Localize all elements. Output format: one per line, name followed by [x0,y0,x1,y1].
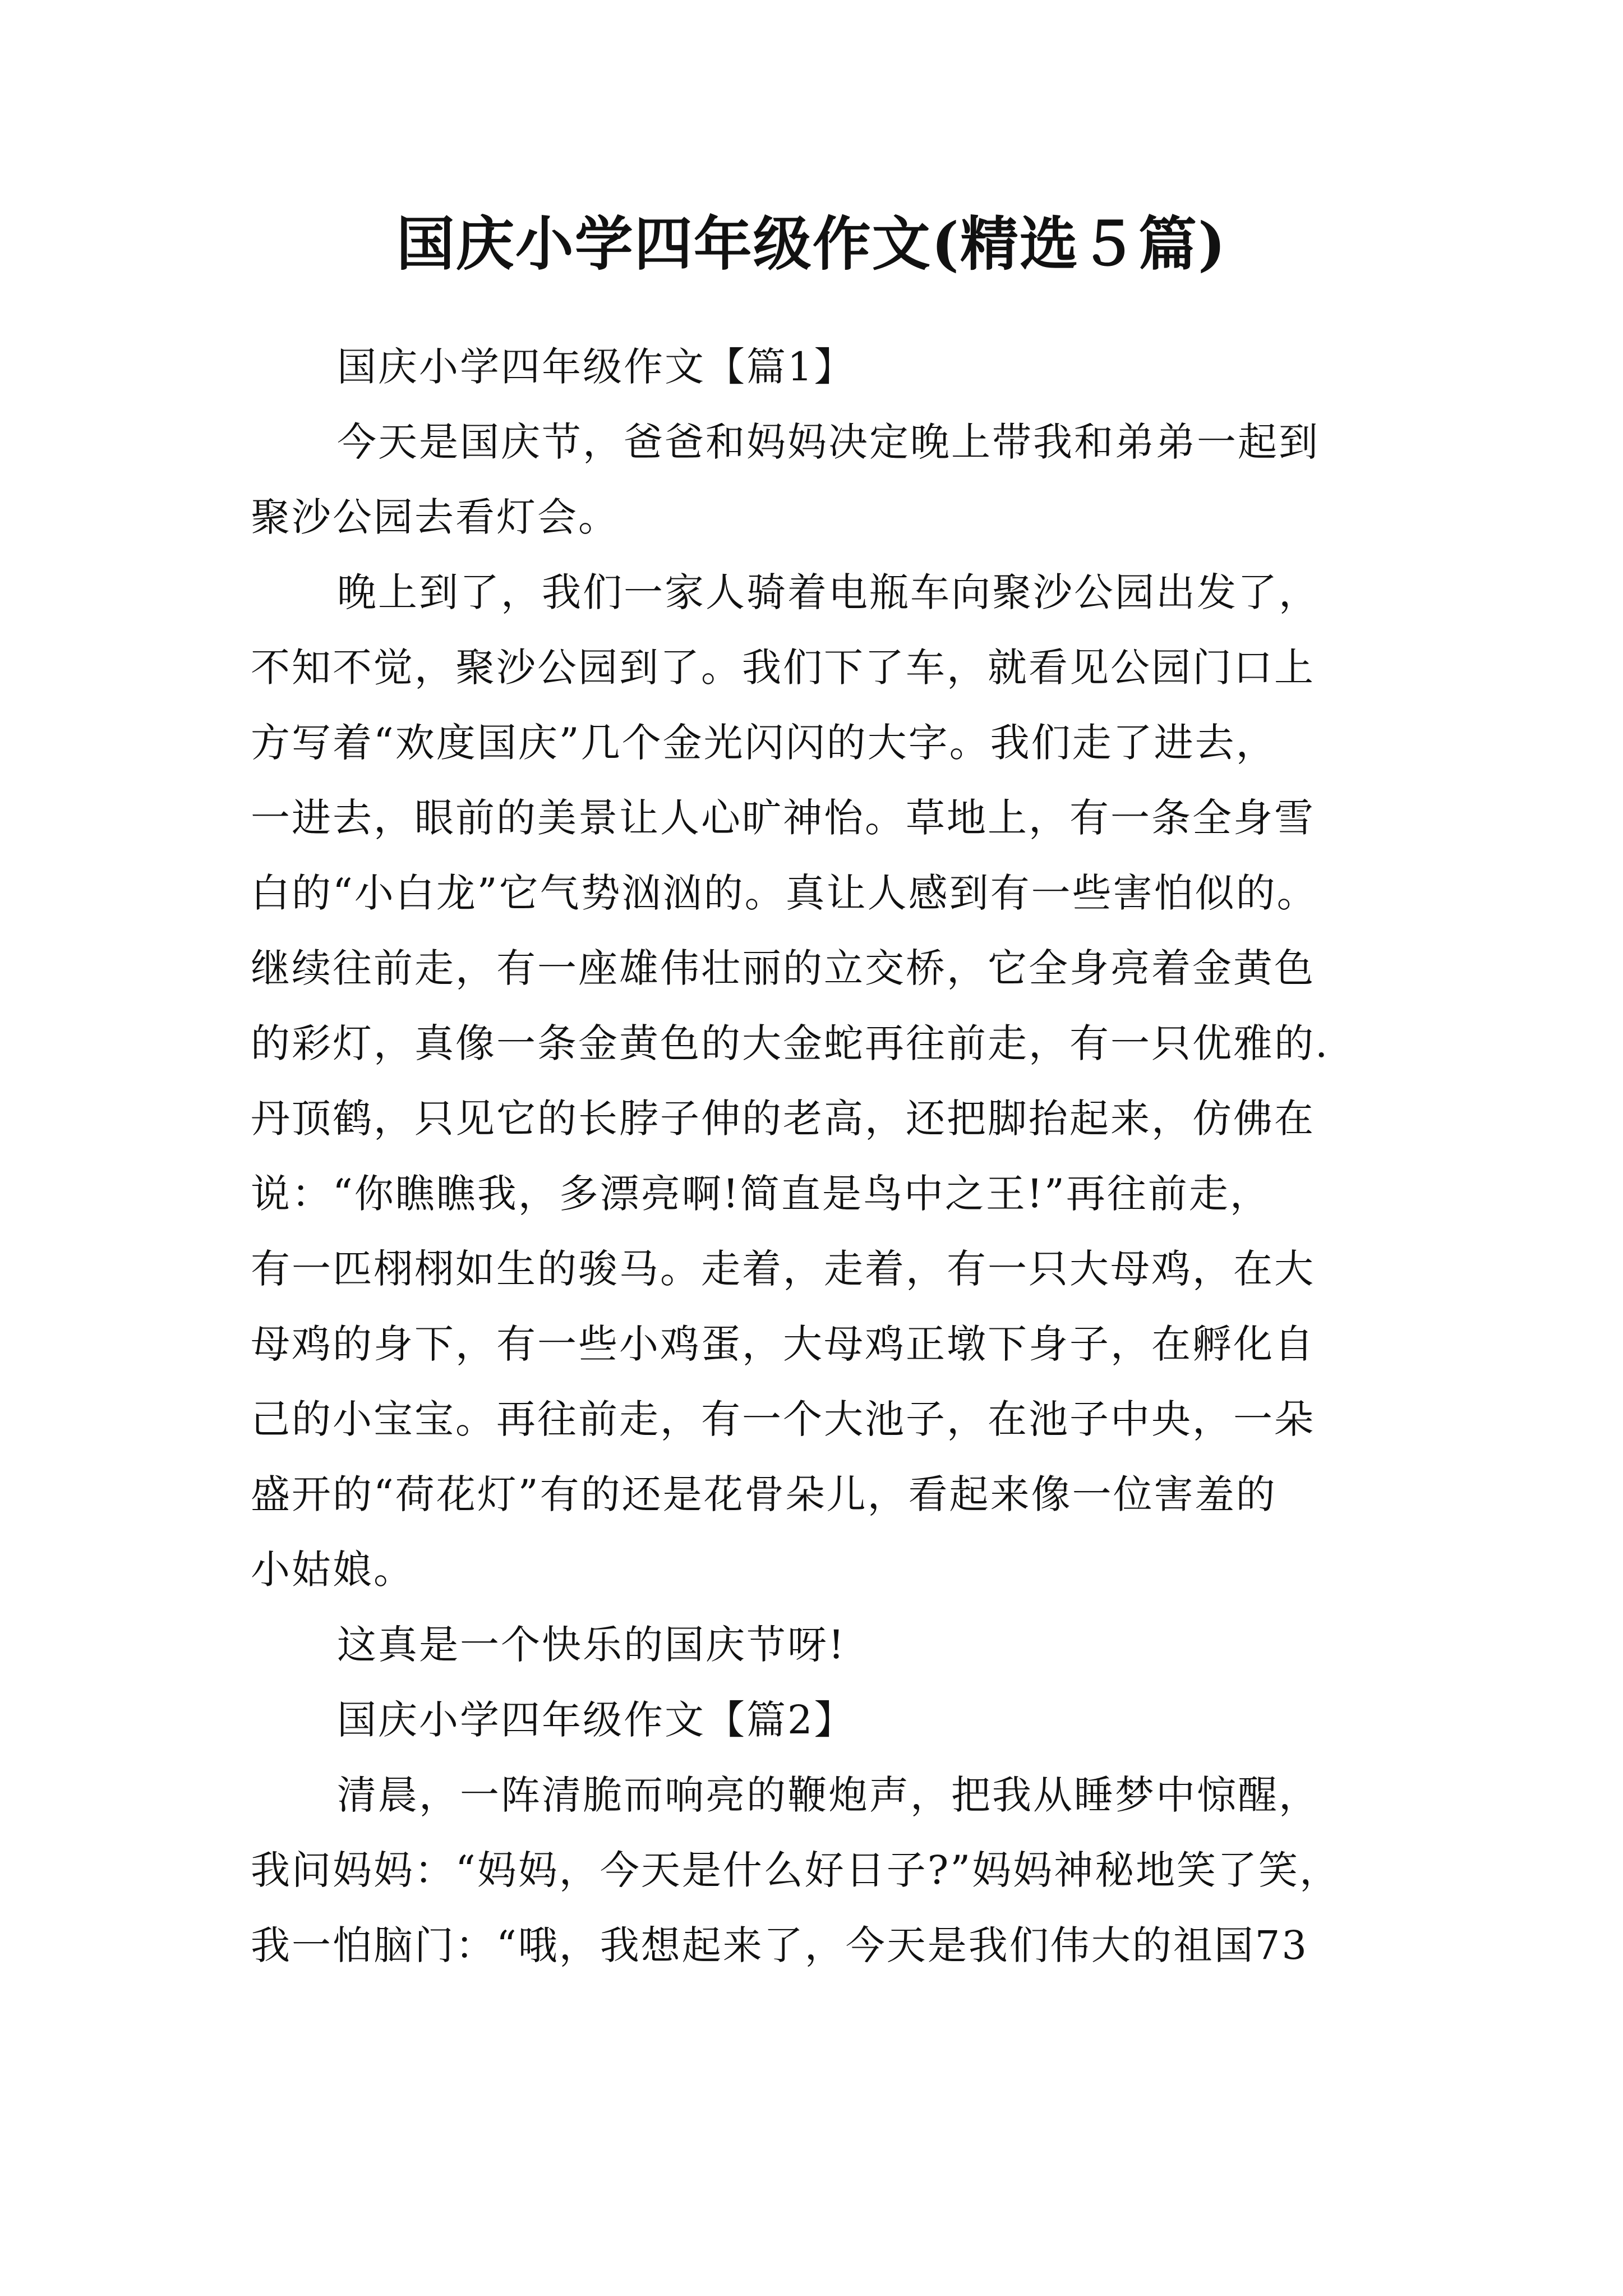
paragraph-line: 小姑娘。 [251,1547,414,1593]
paragraph-line: 今天是国庆节，爸爸和妈妈决定晚上带我和弟弟一起到 [337,419,1320,465]
document-title: 国庆小学四年级作文(精选５篇) [396,209,1227,278]
paragraph-line: 的彩灯，真像一条金黄色的大金蛇再往前走，有一只优雅的. [251,1020,1330,1066]
paragraph-line: 说：“你瞧瞧我，多漂亮啊!简直是鸟中之王!”再往前走， [251,1171,1271,1217]
section-heading-1: 国庆小学四年级作文【篇1】 [337,344,855,390]
paragraph-line: 白的“小白龙”它气势汹汹的。真让人感到有一些害怕似的。 [251,870,1318,916]
paragraph-line: 己的小宝宝。再往前走，有一个大池子，在池子中央，一朵 [251,1396,1315,1442]
section-heading-2: 国庆小学四年级作文【篇2】 [337,1697,855,1743]
paragraph-line: 这真是一个快乐的国庆节呀! [337,1622,846,1668]
paragraph-line: 晚上到了，我们一家人骑着电瓶车向聚沙公园出发了， [337,569,1320,615]
paragraph-line: 母鸡的身下，有一些小鸡蛋，大母鸡正墩下身子，在孵化自 [251,1321,1315,1367]
paragraph-line: 继续往前走，有一座雄伟壮丽的立交桥，它全身亮着金黄色 [251,945,1315,991]
paragraph-line: 一进去，眼前的美景让人心旷神怡。草地上，有一条全身雪 [251,795,1315,841]
paragraph-line: 我问妈妈：“妈妈，今天是什么好日子?”妈妈神秘地笑了笑， [251,1847,1341,1893]
paragraph-line: 有一匹栩栩如生的骏马。走着，走着，有一只大母鸡，在大 [251,1246,1315,1292]
paragraph-line: 丹顶鹤，只见它的长脖子伸的老高，还把脚抬起来，仿佛在 [251,1096,1315,1142]
paragraph-line: 聚沙公园去看灯会。 [251,494,619,540]
paragraph-line: 方写着“欢度国庆”几个金光闪闪的大字。我们走了进去， [251,720,1277,766]
document-body [251,329,1389,1983]
paragraph-line: 盛开的“荷花灯”有的还是花骨朵儿，看起来像一位害羞的 [251,1471,1277,1517]
paragraph-line: 不知不觉，聚沙公园到了。我们下了车，就看见公园门口上 [251,645,1315,691]
paragraph-line: 我一怕脑门：“哦，我想起来了，今天是我们伟大的祖国73 [251,1922,1308,1968]
paragraph-line: 清晨，一阵清脆而响亮的鞭炮声，把我从睡梦中惊醒， [337,1772,1320,1818]
